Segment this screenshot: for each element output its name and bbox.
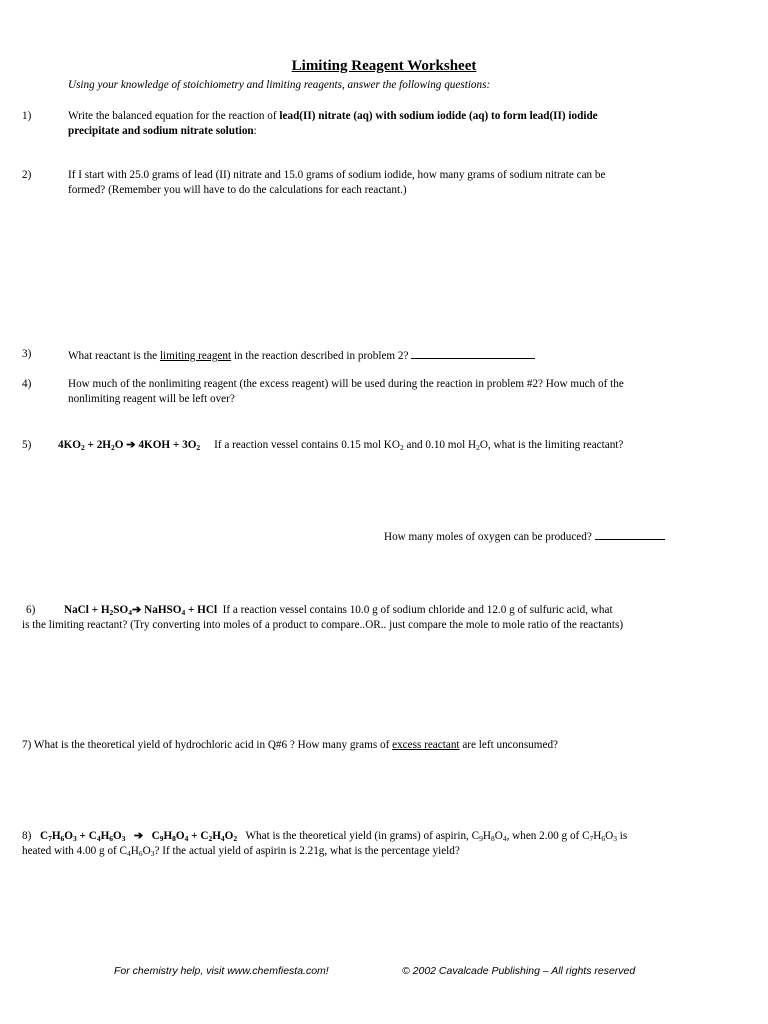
page-title: Limiting Reagent Worksheet (291, 58, 477, 74)
q3-text: What reactant is the limiting reagent in the reaction described in problem 2? (68, 347, 708, 364)
q6-equation: NaCl + $H_2SO_4➔$ NaHSO$_4$ + HCl (64, 604, 218, 617)
footer-help-link[interactable]: For chemistry help, visit www.chemfiesta.com! (114, 965, 329, 977)
reaction-arrow-icon: ➔ (133, 830, 144, 842)
q5-answer-blank[interactable] (595, 528, 665, 540)
q8-equation: $C_7H_6O_3 + C_4H_6O_3$ ➔ $C_9H_8O_4 + C_2H_4O_2$ (40, 830, 238, 843)
q4-number: 4) (22, 378, 32, 390)
q4-text: How much of the nonlimiting reagent (the excess reagent) will be used during the reaction in problem #2? How much of the nonlimiting reagent will be left over? (68, 378, 624, 405)
reaction-arrow-icon: ➔ (131, 604, 142, 616)
q5-text: $4KO_2 + 2H_2O$ ➔ $4KOH + 3O_2$ If a reaction vessel contains 0.15 mol $KO_2$ and 0.10 mol $H_2O$, what is the limiting reactant? (58, 439, 624, 452)
q6-text: 6) NaCl + $H_2SO_4➔$ NaHSO$_4$ + HCl If a reaction vessel contains 10.0 g of sodium chloride and 12.0 g of sulfuric acid, what is the limiting reactant? (Try converting into moles of a product to compare..OR.. just compare the mole to mole ratio of the reactants) (22, 604, 624, 631)
instructions: Using your knowledge of stoichiometry and limiting reagents, answer the following questions: (68, 79, 491, 91)
q7-text: 7) What is the theoretical yield of hydrochloric acid in Q#6 ? How many grams of excess reactant are left unconsumed? (22, 739, 559, 751)
q8-text: 8) $C_7H_6O_3 + C_4H_6O_3$ ➔ $C_9H_8O_4 + C_2H_4O_2$ What is the theoretical yield (in grams) of aspirin, $C_9H_8O_4$, when 2.00 g of $C_7H_6O_3$ is heated with 4.00 g of $C_4H_6O_3$? If the actual yield of aspirin is 2.21g, what is the percentage yield? (22, 830, 628, 858)
q1-number: 1) (22, 110, 32, 122)
footer-copyright: © 2002 Cavalcade Publishing – All rights reserved (402, 965, 636, 977)
q5-number: 5) (22, 439, 32, 451)
q1-text: Write the balanced equation for the reaction of lead(II) nitrate (aq) with sodium iodide (aq) to form lead(II) iodide precipitate and sodium nitrate solution: (68, 110, 598, 137)
reaction-arrow-icon: ➔ (126, 439, 136, 451)
q3-number: 3) (22, 348, 32, 360)
q5-followup: How many moles of oxygen can be produced? (384, 528, 665, 545)
q2-number: 2) (22, 169, 32, 181)
q5-equation: $4KO_2 + 2H_2O$ ➔ $4KOH + 3O_2$ (58, 439, 201, 452)
q2-text: If I start with 25.0 grams of lead (II) nitrate and 15.0 grams of sodium iodide, how many grams of sodium nitrate can be formed? (Remember you will have to do the calculations for each reactant.) (68, 169, 606, 196)
q3-answer-blank[interactable] (411, 347, 535, 359)
